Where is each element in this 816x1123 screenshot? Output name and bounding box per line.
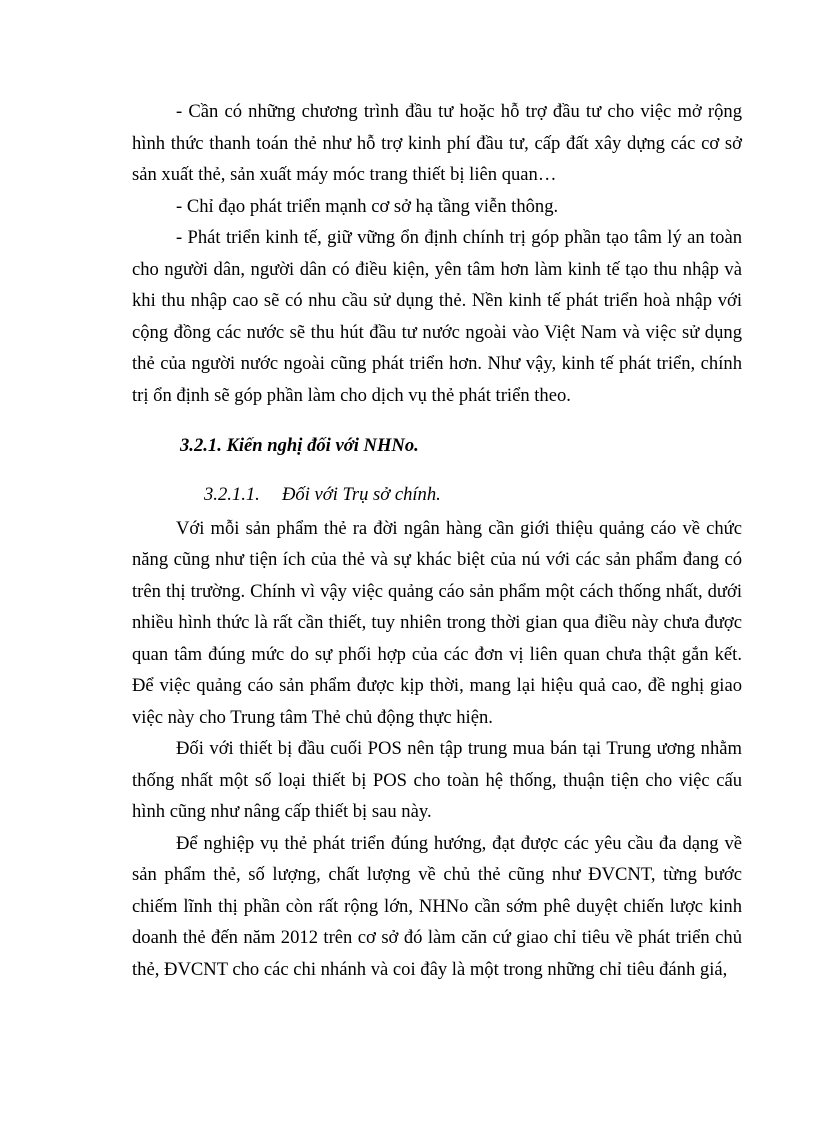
paragraph-economic-development: - Phát triển kinh tế, giữ vững ổn định chính trị góp phần tạo tâm lý an toàn cho người dân, người dân có điều kiện, yên tâm hơn làm kinh tế tạo thu nhập và khi thu nhập cao sẽ có nhu cầu sử dụng thẻ. Nền kinh tế phát triển hoà nhập với cộng đồng các nước sẽ thu hút đầu tư nước ngoài vào Việt Nam và việc sử dụng thẻ của người nước ngoài cũng phát triển hơn. Như vậy, kinh tế phát triển, chính trị ổn định sẽ góp phần làm cho dịch vụ thẻ phát triển theo. [132,227,742,406]
subsection-number: 3.2.1.1. [204,484,260,505]
paragraph-advertising: Với mỗi sản phẩm thẻ ra đời ngân hàng cần giới thiệu quảng cáo về chức năng cũng như tiện ích của thẻ và sự khác biệt của nú với các sản phẩm đang có trên thị trường. Chính vì vậy việc quảng cáo sản phẩm một cách thống nhất, dưới nhiều hình thức là rất cần thiết, tuy nhiên trong thời gian qua điều này chưa được quan tâm đúng mức do sự phối hợp của các đơn vị liên quan chưa thật gắn kết. Để việc quảng cáo sản phẩm được kịp thời, mang lại hiệu quả cao, đề nghị giao việc này cho Trung tâm Thẻ chủ động thực hiện. [132,517,742,728]
paragraph-telecom-infrastructure: - Chỉ đạo phát triển mạnh cơ sở hạ tầng viễn thông. [176,195,559,217]
document-body [132,96,742,985]
paragraph-investment-support: - Cần có những chương trình đầu tư hoặc hỗ trợ đầu tư cho việc mở rộng hình thức thanh toán thẻ như hỗ trợ kinh phí đầu tư, cấp đất xây dựng các cơ sở sản xuất thẻ, sản xuất máy móc trang thiết bị liên quan… [132,101,742,185]
subsection-heading [132,479,742,511]
subsection-title: Đối với Trụ sở chính. [282,484,441,505]
paragraph-card-strategy: Để nghiệp vụ thẻ phát triển đúng hướng, đạt được các yêu cầu đa dạng về sản phẩm thẻ, số lượng, chất lượng về chủ thẻ cũng như ĐVCNT, từng bước chiếm lĩnh thị phần còn rất rộng lớn, NHNo cần sớm phê duyệt chiến lược kinh doanh thẻ đến năm 2012 trên cơ sở đó làm căn cứ giao chỉ tiêu về phát triển chủ thẻ, ĐVCNT cho các chi nhánh và coi đây là một trong những chỉ tiêu đánh giá, [132,832,742,980]
section-heading: 3.2.1. Kiến nghị đối với NHNo. [180,435,419,456]
paragraph-pos-terminals: Đối với thiết bị đầu cuối POS nên tập trung mua bán tại Trung ương nhằm thống nhất một số loại thiết bị POS cho toàn hệ thống, thuận tiện cho việc cấu hình cũng như nâng cấp thiết bị sau này. [132,738,742,822]
